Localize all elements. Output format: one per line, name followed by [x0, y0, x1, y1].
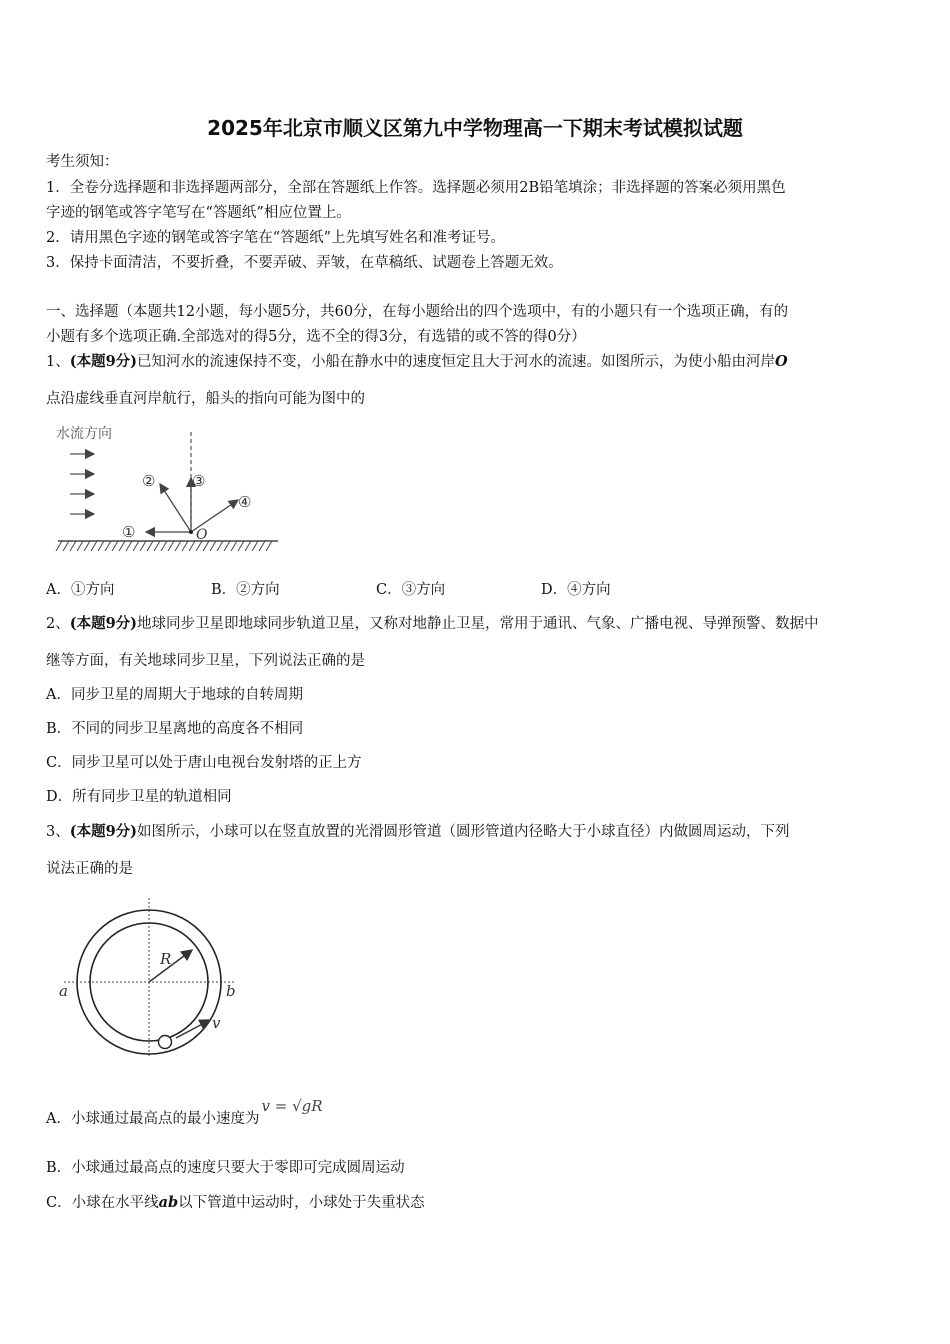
notice-item: 字迹的钢笔或答字笔写在“答题纸”相应位置上。: [46, 205, 351, 221]
ball: [159, 1036, 172, 1049]
radius-label: R: [160, 950, 172, 968]
option-d[interactable]: D．所有同步卫星的轨道相同: [46, 789, 232, 805]
hatch-mark: [231, 541, 237, 551]
hatch-mark: [217, 541, 223, 551]
hatch-mark: [112, 541, 118, 551]
option-b[interactable]: B．小球通过最高点的速度只要大于零即可完成圆周运动: [46, 1160, 405, 1176]
direction-arrow-2: [160, 484, 191, 532]
direction-label-2: ②: [142, 472, 156, 490]
question-text: 如图所示，小球可以在竖直放置的光滑圆形管道（圆形管道内径略大于小球直径）内做圆周运动，下列: [137, 824, 790, 840]
page-title: 2025年北京市顺义区第九中学物理高一下期末考试模拟试题: [207, 116, 743, 140]
option-c[interactable]: [46, 1193, 425, 1213]
question-number: 2、: [46, 616, 70, 632]
hatch-mark: [189, 541, 195, 551]
hatch-mark: [56, 541, 62, 551]
question-1-line1: [46, 352, 788, 372]
section-heading: 一、选择题（本题共12小题，每小题5分，共60分，在每小题给出的四个选项中，有的小题只有一个选项正确，有的: [46, 304, 789, 320]
option-a[interactable]: [46, 1097, 323, 1129]
direction-label-1: ①: [122, 523, 136, 541]
hatch-mark: [140, 541, 146, 551]
point-a-label: a: [59, 982, 68, 1000]
riverbank-hatching: [56, 541, 272, 551]
question-number: 3、: [46, 824, 70, 840]
hatch-mark: [252, 541, 258, 551]
question-text: 已知河水的流速保持不变，小船在静水中的速度恒定且大于河水的流速。如图所示，为使小船由河岸: [137, 354, 776, 370]
point-label: O: [775, 353, 788, 370]
line-ab-label: ab: [158, 1194, 179, 1211]
hatch-mark: [91, 541, 97, 551]
point-b-label: b: [226, 982, 236, 1000]
option-c[interactable]: C．同步卫星可以处于唐山电视台发射塔的正上方: [46, 755, 362, 771]
hatch-mark: [77, 541, 83, 551]
hatch-mark: [259, 541, 265, 551]
hatch-mark: [70, 541, 76, 551]
question-score: (本题9分): [69, 353, 138, 370]
option-c[interactable]: C．③方向: [376, 582, 446, 598]
option-a-text: A．小球通过最高点的最小速度为: [46, 1111, 260, 1127]
question-1-line2: 点沿虚线垂直河岸航行，船头的指向可能为图中的: [46, 391, 365, 407]
hatch-mark: [98, 541, 104, 551]
hatch-mark: [182, 541, 188, 551]
hatch-mark: [84, 541, 90, 551]
question-1-options: [46, 580, 706, 600]
hatch-mark: [105, 541, 111, 551]
hatch-mark: [133, 541, 139, 551]
flow-arrows: [70, 454, 94, 514]
hatch-mark: [119, 541, 125, 551]
hatch-mark: [154, 541, 160, 551]
notice-item: 2．请用黑色字迹的钢笔或答字笔在“答题纸”上先填写姓名和准考证号。: [46, 230, 506, 246]
hatch-mark: [224, 541, 230, 551]
hatch-mark: [168, 541, 174, 551]
hatch-mark: [161, 541, 167, 551]
option-d[interactable]: D．④方向: [541, 582, 611, 598]
notice-item: 3．保持卡面清洁，不要折叠，不要弄破、弄皱，在草稿纸、试题卷上答题无效。: [46, 255, 563, 271]
question-score: (本题9分): [69, 615, 138, 632]
hatch-mark: [245, 541, 251, 551]
option-a[interactable]: A．①方向: [46, 582, 115, 598]
origin-point: [189, 530, 193, 534]
question-text: 地球同步卫星即地球同步轨道卫星，又称对地静止卫星，常用于通讯、气象、广播电视、导弹预警、数据中: [137, 616, 819, 632]
notice-heading: 考生须知：: [46, 154, 119, 170]
question-score: (本题9分): [69, 823, 138, 840]
question-2-line2: 继等方面，有关地球同步卫星，下列说法正确的是: [46, 653, 365, 669]
hatch-mark: [63, 541, 69, 551]
velocity-formula: v = √gR: [261, 1097, 323, 1115]
hatch-mark: [126, 541, 132, 551]
question-3-line1: [46, 822, 790, 842]
option-c-text-cont: 以下管道中运动时，小球处于失重状态: [178, 1195, 425, 1211]
question-3-line2: 说法正确的是: [46, 861, 133, 877]
hatch-mark: [210, 541, 216, 551]
velocity-arrow: [176, 1020, 210, 1038]
question-2-line1: [46, 614, 819, 634]
circular-tube-diagram: [52, 892, 252, 1064]
origin-label: O: [196, 527, 208, 543]
notice-item: 1．全卷分选择题和非选择题两部分，全部在答题纸上作答。选择题必须用2B铅笔填涂；非选择题的答案必须用黑色: [46, 180, 786, 196]
flow-direction-label: 水流方向: [56, 426, 112, 442]
section-heading-cont: 小题有多个选项正确.全部选对的得5分，选不全的得3分，有选错的或不答的得0分）: [46, 329, 586, 345]
option-b[interactable]: B．②方向: [211, 582, 280, 598]
option-a[interactable]: A．同步卫星的周期大于地球的自转周期: [46, 687, 303, 703]
question-number: 1、: [46, 354, 70, 370]
direction-label-3: ③: [192, 472, 206, 490]
hatch-mark: [266, 541, 272, 551]
hatch-mark: [175, 541, 181, 551]
hatch-mark: [147, 541, 153, 551]
direction-label-4: ④: [238, 493, 252, 511]
option-c-text: C．小球在水平线: [46, 1195, 159, 1211]
river-diagram: [50, 420, 290, 560]
velocity-label: v: [212, 1014, 221, 1032]
option-b[interactable]: B．不同的同步卫星离地的高度各不相同: [46, 721, 304, 737]
hatch-mark: [238, 541, 244, 551]
